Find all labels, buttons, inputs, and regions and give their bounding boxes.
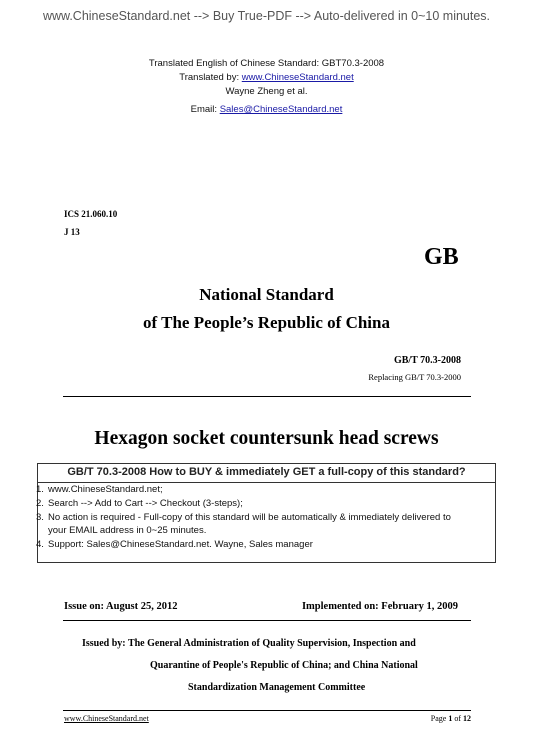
website-link[interactable]: www.ChineseStandard.net <box>241 72 354 83</box>
standard-number: GB/T 70.3-2008 <box>393 355 461 366</box>
divider-footer <box>63 710 471 711</box>
top-banner[interactable]: www.ChineseStandard.net --> Buy True-PDF --> Auto-delivered in 0~10 minutes. <box>42 9 491 23</box>
buy-step-continued <box>36 525 206 536</box>
national-standard-title: National Standard <box>199 285 334 304</box>
step-text: your EMAIL address in 0~25 minutes. <box>48 525 207 536</box>
step-number: 1. <box>36 484 44 495</box>
document-title: Hexagon socket countersunk head screws <box>94 428 439 449</box>
issued-by-line-3: Standardization Management Committee <box>188 682 366 693</box>
page-word: Page <box>430 714 449 723</box>
step-text: Support: Sales@ChineseStandard.net. Wayne, Sales manager <box>48 539 313 550</box>
buy-step <box>36 512 451 523</box>
translated-by-label: Translated by: <box>179 72 242 83</box>
buy-box-heading-text: GB/T 70.3-2008 How to BUY & immediately GET a full-copy of this standard? <box>67 466 466 478</box>
of-word: of <box>452 714 463 723</box>
email-line <box>0 104 533 115</box>
translated-by-line <box>0 72 533 83</box>
email-label: Email: <box>190 104 220 115</box>
page-indicator <box>431 714 471 723</box>
ics-code: ICS 21.060.10 <box>64 209 118 219</box>
step-number: 4. <box>36 539 44 550</box>
buy-step <box>36 498 243 509</box>
email-link[interactable]: Sales@ChineseStandard.net <box>219 104 343 115</box>
buy-step[interactable] <box>36 484 163 495</box>
translator-name: Wayne Zheng et al. <box>225 86 308 97</box>
j-code: J 13 <box>64 227 80 237</box>
step-number: 2. <box>36 498 44 509</box>
issued-by-line-2: Quarantine of People's Republic of China; and China National <box>150 660 418 671</box>
step-text: www.ChineseStandard.net; <box>48 484 163 495</box>
republic-title: of The People’s Republic of China <box>143 313 390 332</box>
replacing-note: Replacing GB/T 70.3-2000 <box>368 372 461 382</box>
step-text: No action is required - Full-copy of this standard will be automatically & immediately delivered to <box>48 512 451 523</box>
issued-by-line-1: Issued by: The General Administration of Quality Supervision, Inspection and <box>82 638 416 649</box>
buy-instructions-box <box>37 463 496 563</box>
step-number: 3. <box>36 512 44 523</box>
buy-box-heading <box>38 466 495 478</box>
step-text: Search --> Add to Cart --> Checkout (3-steps); <box>48 498 243 509</box>
translation-line: Translated English of Chinese Standard: GBT70.3-2008 <box>148 58 385 69</box>
buy-step <box>36 539 313 550</box>
divider-top <box>63 396 471 397</box>
page-current: 1 <box>448 714 453 723</box>
page-total: 12 <box>463 714 471 723</box>
divider-middle <box>63 620 471 621</box>
issue-date: Issue on: August 25, 2012 <box>64 601 178 612</box>
implemented-date: Implemented on: February 1, 2009 <box>301 601 458 612</box>
gb-mark: GB <box>424 244 459 270</box>
buy-box-rule <box>38 482 495 483</box>
footer-website-link[interactable]: www.ChineseStandard.net <box>64 714 149 723</box>
